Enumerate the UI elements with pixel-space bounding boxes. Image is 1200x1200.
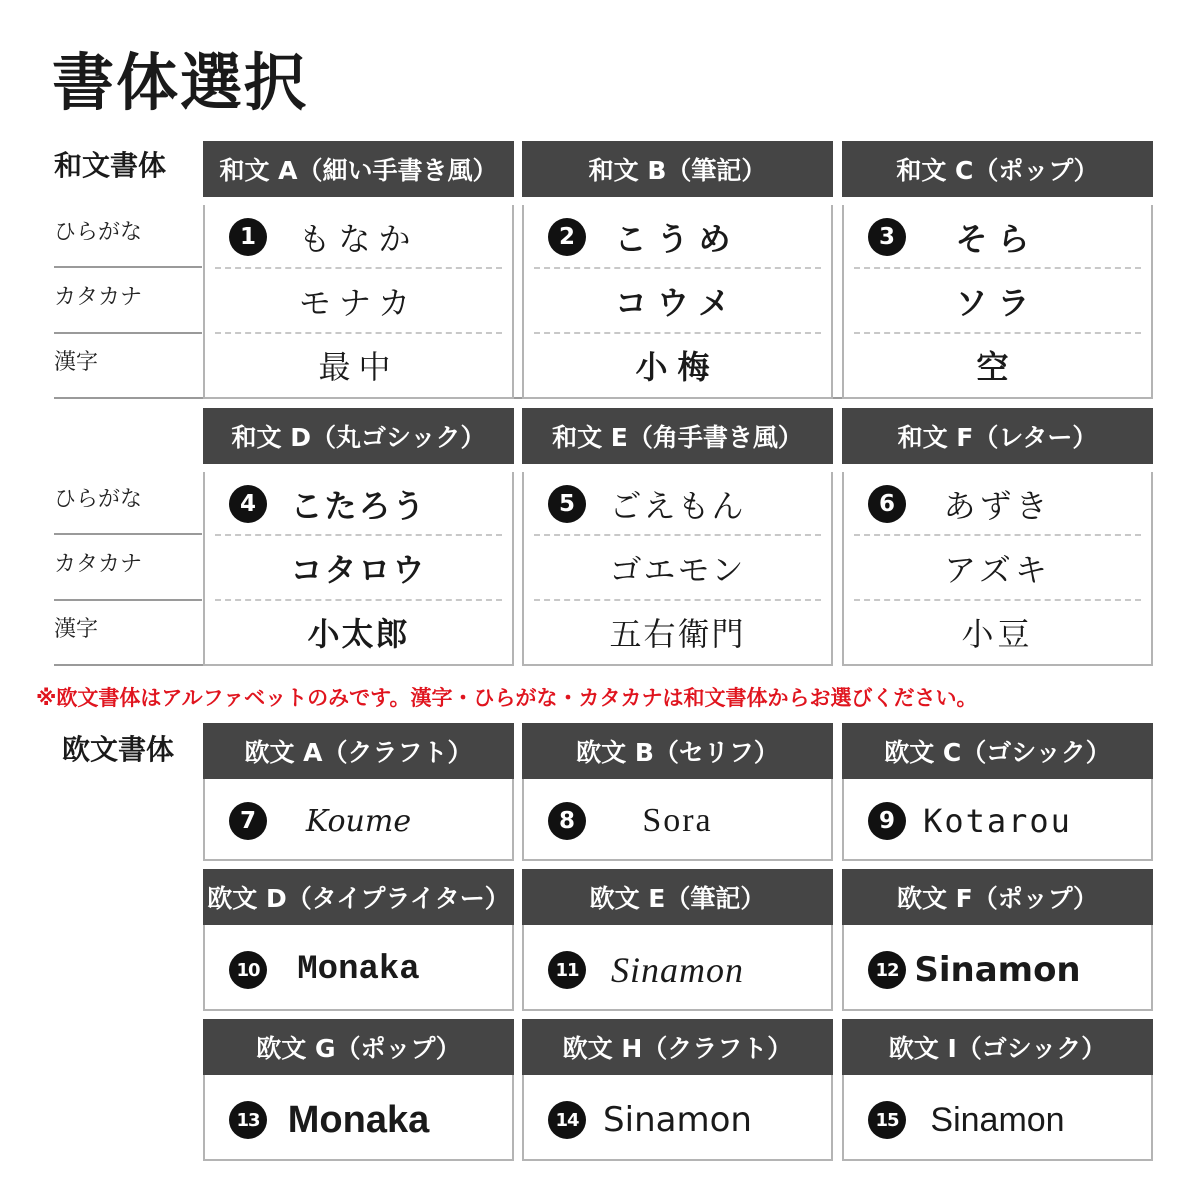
number-badge: 12 [868, 951, 906, 989]
number-badge: 2 [548, 218, 586, 256]
font-western-a-header: 欧文 A（クラフト） [203, 723, 514, 779]
group-bottom-line [54, 664, 203, 666]
row-divider [54, 599, 202, 601]
number-badge: 8 [548, 802, 586, 840]
number-badge: 14 [548, 1101, 586, 1139]
hiragana-sample: もなか [298, 220, 419, 258]
japanese-section-label: 和文書体 [54, 149, 167, 182]
font-e-header: 和文 E（角手書き風） [522, 408, 833, 464]
hiragana-sample: こうめ [614, 220, 741, 258]
font-f-header: 和文 F（レター） [842, 408, 1153, 464]
number-badge: 5 [548, 485, 586, 523]
number-badge: 11 [548, 951, 586, 989]
row-label-kanji: 漢字 [54, 617, 99, 642]
number-badge: 15 [868, 1101, 906, 1139]
kanji-sample: 小梅 [635, 348, 720, 386]
latin-sample: Monaka [297, 951, 420, 989]
font-western-i-header: 欧文 I（ゴシック） [842, 1019, 1153, 1075]
row-label-kanji: 漢字 [54, 350, 99, 375]
number-badge: 7 [229, 802, 267, 840]
font-a-option[interactable] [203, 205, 514, 399]
western-font-notice: ※欧文書体はアルファベットのみです。漢字・ひらがな・カタカナは和文書体からお選びください。 [36, 686, 978, 710]
hiragana-sample: あずき [943, 488, 1052, 524]
hiragana-sample: そら [955, 220, 1040, 258]
font-western-b-header: 欧文 B（セリフ） [522, 723, 833, 779]
font-western-d-option[interactable] [203, 925, 514, 1011]
font-e-option[interactable] [522, 472, 833, 666]
kanji-sample: 小太郎 [307, 616, 410, 652]
row-divider [54, 533, 202, 535]
font-western-b-option[interactable] [522, 779, 833, 861]
number-badge: 6 [868, 485, 906, 523]
font-western-g-option[interactable] [203, 1075, 514, 1161]
number-badge: 4 [229, 485, 267, 523]
font-western-e-header: 欧文 E（筆記） [522, 869, 833, 925]
page-title: 書体選択 [52, 46, 309, 119]
katakana-sample: モナカ [298, 284, 419, 322]
latin-sample: Sinamon [930, 1100, 1065, 1139]
katakana-sample: アズキ [944, 552, 1051, 588]
katakana-sample: コタロウ [290, 552, 427, 588]
latin-sample: Sora [642, 802, 713, 839]
row-label-hiragana: ひらがな [54, 487, 143, 512]
font-c-header: 和文 C（ポップ） [842, 141, 1153, 197]
font-western-d-header: 欧文 D（タイプライター） [203, 869, 514, 925]
kanji-sample: 空 [976, 348, 1019, 386]
row-divider [54, 266, 202, 268]
font-western-i-option[interactable] [842, 1075, 1153, 1161]
kanji-sample: 最中 [318, 348, 399, 386]
font-d-header: 和文 D（丸ゴシック） [203, 408, 514, 464]
katakana-sample: ソラ [955, 284, 1040, 322]
latin-sample: Kotarou [923, 802, 1072, 840]
row-divider [54, 332, 202, 334]
hiragana-sample: こたろう [290, 488, 427, 524]
font-western-a-option[interactable] [203, 779, 514, 861]
latin-sample: Sinamon [611, 950, 744, 990]
font-b-option[interactable] [522, 205, 833, 399]
number-badge: 9 [868, 802, 906, 840]
western-section-label: 欧文書体 [62, 733, 175, 766]
font-western-f-option[interactable] [842, 925, 1153, 1011]
font-f-option[interactable] [842, 472, 1153, 666]
row-label-hiragana: ひらがな [54, 220, 143, 245]
latin-sample: Sinamon [603, 1100, 752, 1140]
number-badge: 1 [229, 218, 267, 256]
font-b-header: 和文 B（筆記） [522, 141, 833, 197]
latin-sample: Monaka [287, 1098, 430, 1141]
font-a-header: 和文 A（細い手書き風） [203, 141, 514, 197]
font-western-h-option[interactable] [522, 1075, 833, 1161]
katakana-sample: ゴエモン [609, 551, 746, 589]
latin-sample: Koume [305, 803, 412, 839]
hiragana-sample: ごえもん [609, 487, 746, 525]
number-badge: 3 [868, 218, 906, 256]
row-label-katakana: カタカナ [54, 285, 143, 310]
font-c-option[interactable] [842, 205, 1153, 399]
font-western-e-option[interactable] [522, 925, 833, 1011]
number-badge: 13 [229, 1101, 267, 1139]
kanji-sample: 小豆 [961, 616, 1034, 652]
kanji-sample: 五右衛門 [609, 615, 746, 653]
font-western-c-option[interactable] [842, 779, 1153, 861]
font-western-h-header: 欧文 H（クラフト） [522, 1019, 833, 1075]
katakana-sample: コウメ [614, 284, 741, 322]
row-label-katakana: カタカナ [54, 552, 143, 577]
font-d-option[interactable] [203, 472, 514, 666]
font-western-g-header: 欧文 G（ポップ） [203, 1019, 514, 1075]
number-badge: 10 [229, 951, 267, 989]
font-western-c-header: 欧文 C（ゴシック） [842, 723, 1153, 779]
latin-sample: Sinamon [914, 950, 1081, 990]
font-western-f-header: 欧文 F（ポップ） [842, 869, 1153, 925]
